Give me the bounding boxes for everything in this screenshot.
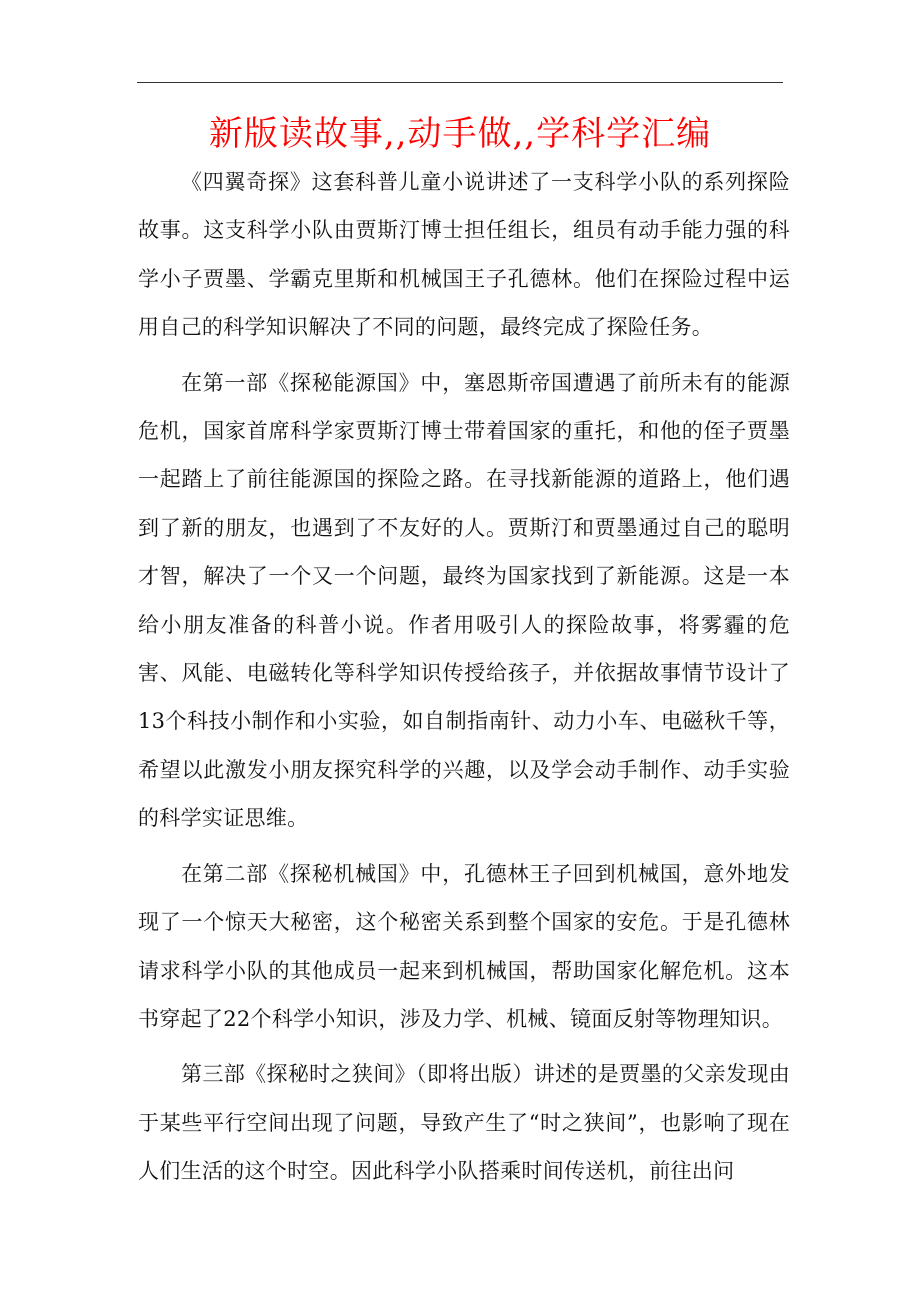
document-body bbox=[138, 158, 790, 1196]
paragraph-part-one: 在第一部《探秘能源国》中，塞恩斯帝国遭遇了前所未有的能源危机，国家首席科学家贾斯汀博士带着国家的重托，和他的侄子贾墨一起踏上了前往能源国的探险之路。在寻找新能源的道路上，他们遇到了新的朋友，也遇到了不友好的人。贾斯汀和贾墨通过自己的聪明才智，解决了一个又一个问题，最终为国家找到了新能源。这是一本给小朋友准备的科普小说。作者用吸引人的探险故事，将雾霾的危害、风能、电磁转化等科学知识传授给孩子，并依据故事情节设计了13个科技小制作和小实验，如自制指南针、动力小车、电磁秋千等，希望以此激发小朋友探究科学的兴趣，以及学会动手制作、动手实验的科学实证思维。 bbox=[138, 370, 790, 831]
header-rule bbox=[137, 82, 783, 83]
paragraph-part-three: 第三部《探秘时之狭间》（即将出版）讲述的是贾墨的父亲发现由于某些平行空间出现了问题，导致产生了“时之狭间”，也影响了现在人们生活的这个时空。因此科学小队搭乘时间传送机，前往出问 bbox=[138, 1062, 790, 1184]
document-title: 新版读故事,,动手做,,学科学汇编 bbox=[208, 114, 712, 154]
paragraph-intro: 《四翼奇探》这套科普儿童小说讲述了一支科学小队的系列探险故事。这支科学小队由贾斯汀博士担任组长，组员有动手能力强的科学小子贾墨、学霸克里斯和机械国王子孔德林。他们在探险过程中运用自己的科学知识解决了不同的问题，最终完成了探险任务。 bbox=[138, 170, 790, 340]
paragraph-part-two: 在第二部《探秘机械国》中，孔德林王子回到机械国，意外地发现了一个惊天大秘密，这个秘密关系到整个国家的安危。于是孔德林请求科学小队的其他成员一起来到机械国，帮助国家化解危机。这本书穿起了22个科学小知识，涉及力学、机械、镜面反射等物理知识。 bbox=[138, 861, 790, 1031]
